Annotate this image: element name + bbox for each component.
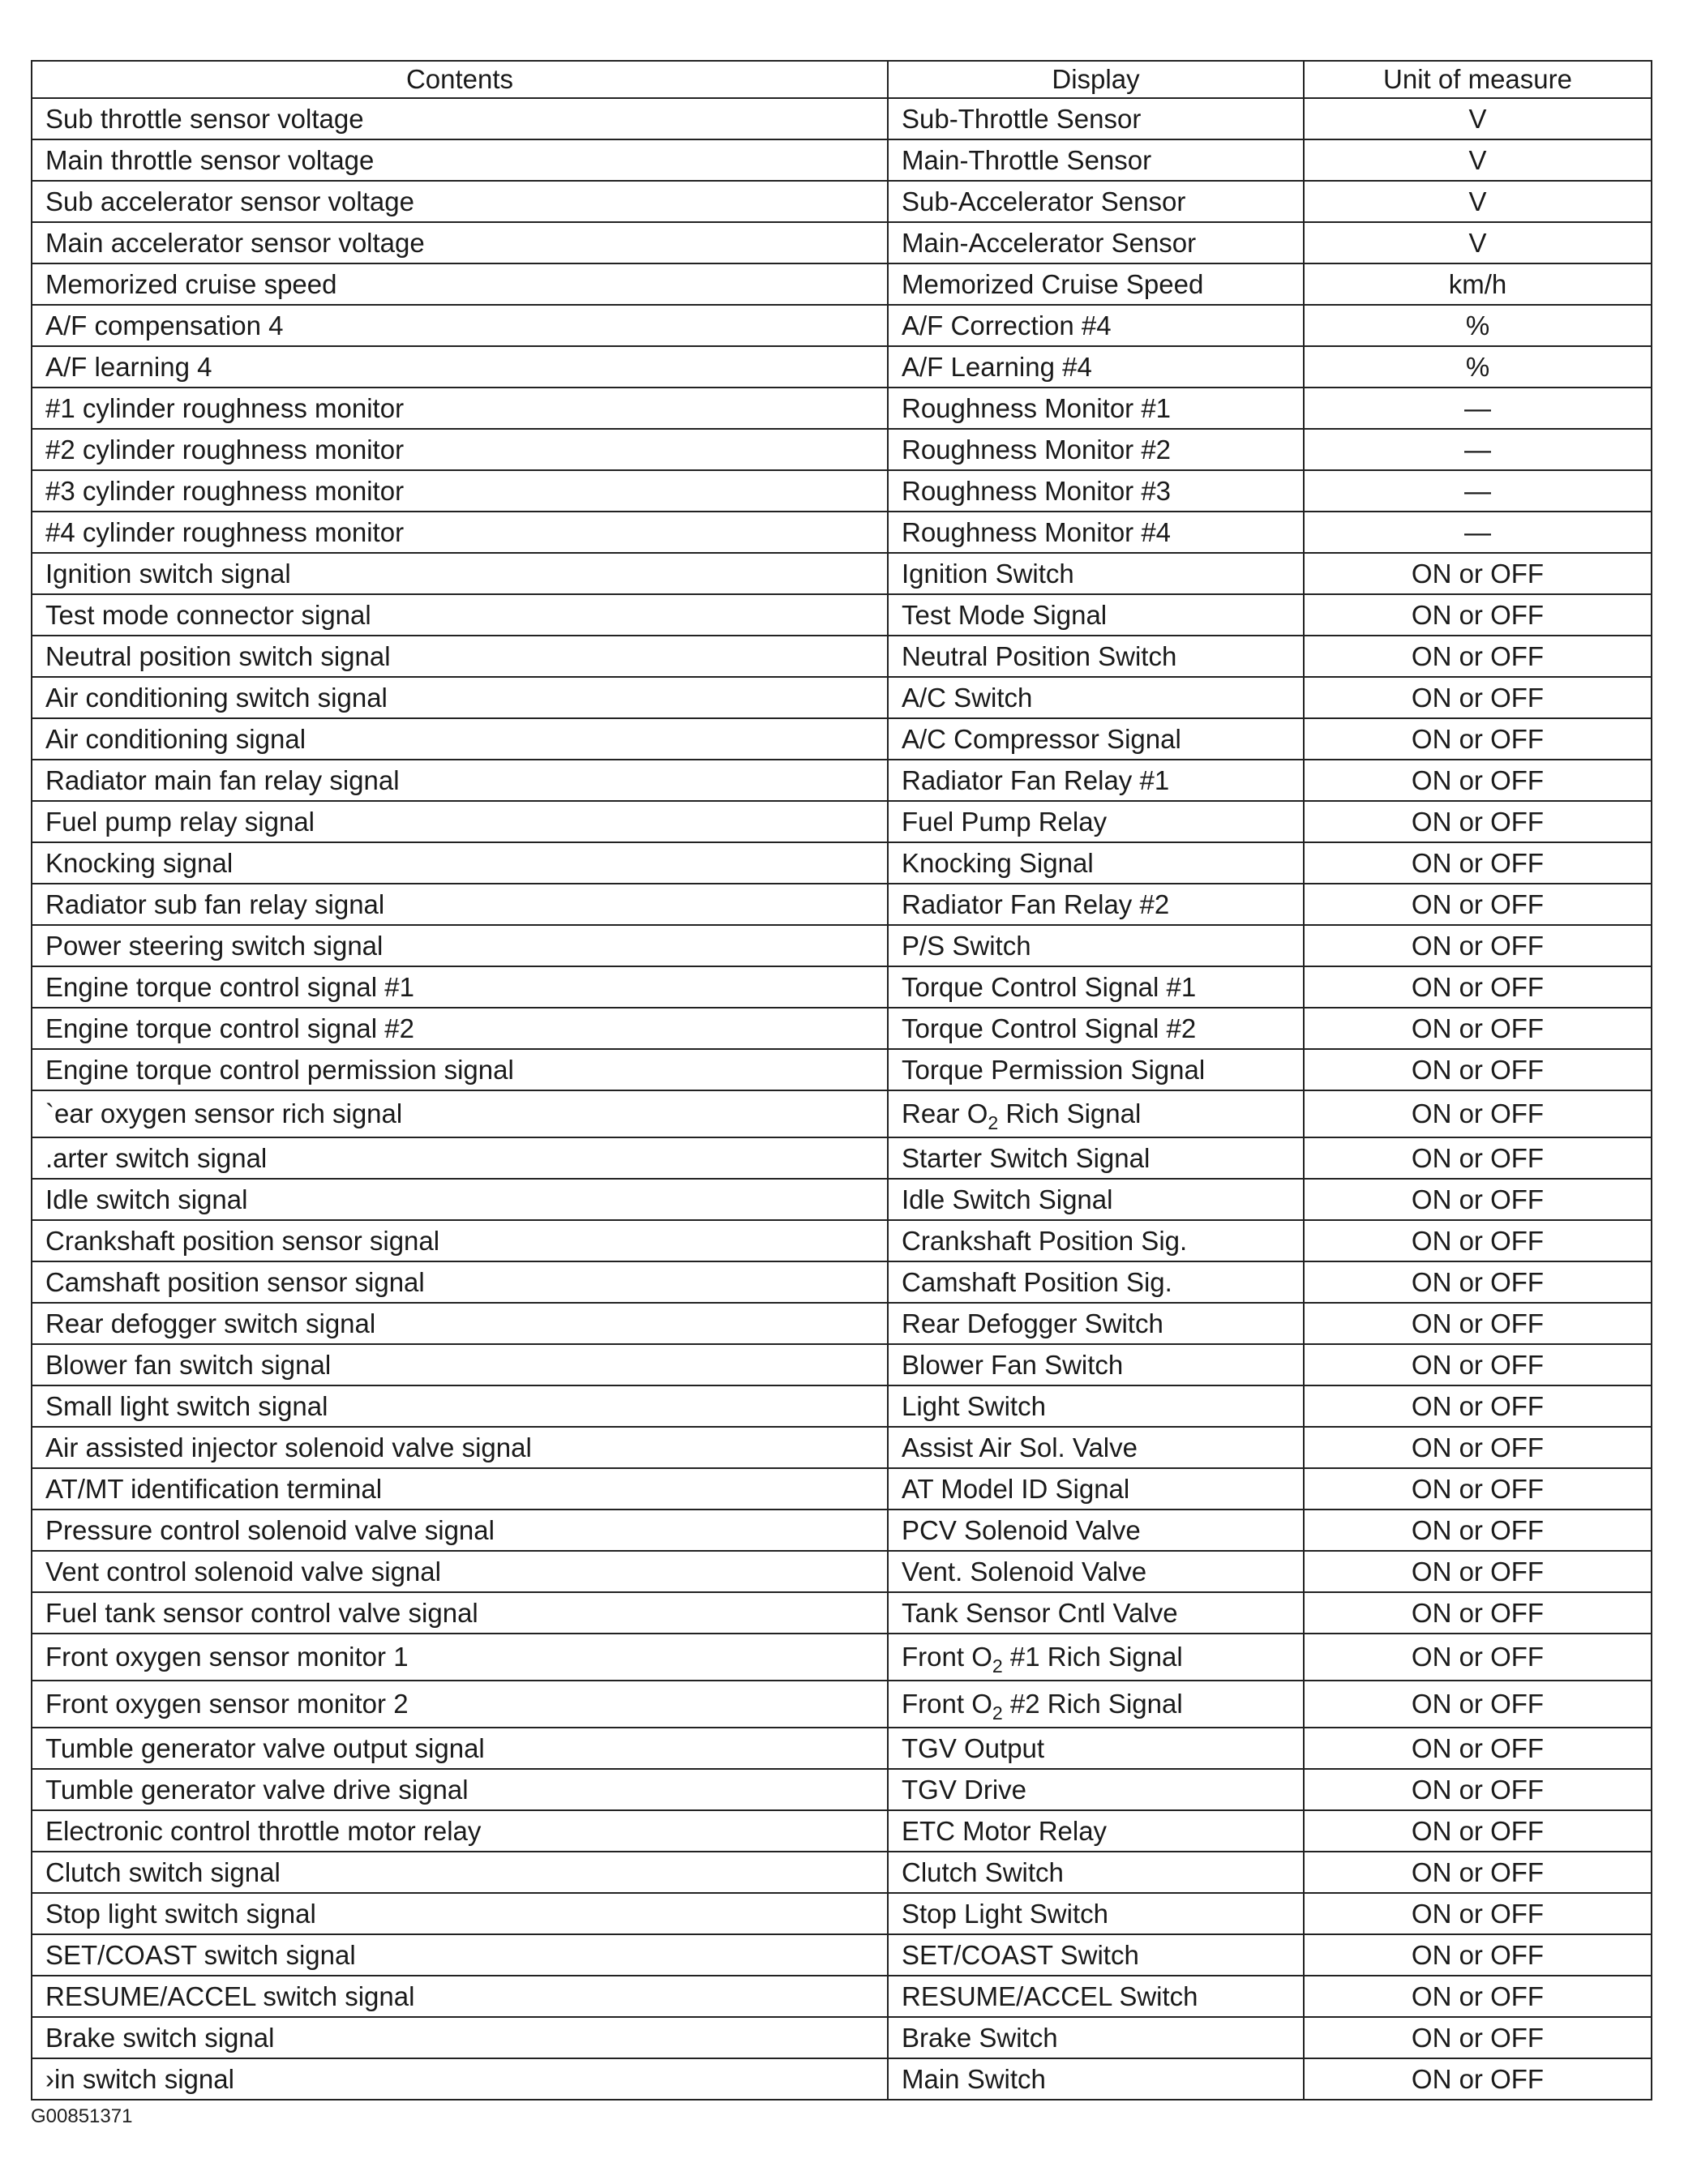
cell-contents: Front oxygen sensor monitor 2	[32, 1681, 888, 1728]
cell-display: Rear Defogger Switch	[888, 1303, 1304, 1344]
table-row	[32, 1852, 1652, 1893]
cell-contents: AT/MT identification terminal	[32, 1468, 888, 1510]
cell-contents: ›in switch signal	[32, 2058, 888, 2100]
cell-contents: A/F compensation 4	[32, 305, 888, 346]
display-subscript: 2	[992, 1655, 1003, 1677]
cell-unit: ON or OFF	[1304, 677, 1652, 718]
cell-display: Blower Fan Switch	[888, 1344, 1304, 1385]
cell-contents: Tumble generator valve output signal	[32, 1728, 888, 1769]
cell-unit: ON or OFF	[1304, 760, 1652, 801]
cell-contents: Idle switch signal	[32, 1179, 888, 1220]
cell-contents: Power steering switch signal	[32, 925, 888, 966]
cell-unit: ON or OFF	[1304, 1090, 1652, 1137]
cell-display	[888, 1681, 1304, 1728]
cell-contents: `ear oxygen sensor rich signal	[32, 1090, 888, 1137]
cell-unit: ON or OFF	[1304, 1852, 1652, 1893]
cell-contents: Memorized cruise speed	[32, 263, 888, 305]
cell-display: Radiator Fan Relay #2	[888, 884, 1304, 925]
cell-contents: Blower fan switch signal	[32, 1344, 888, 1385]
table-row	[32, 1137, 1652, 1179]
cell-unit: V	[1304, 181, 1652, 222]
cell-contents: Fuel tank sensor control valve signal	[32, 1592, 888, 1634]
cell-unit: ON or OFF	[1304, 718, 1652, 760]
cell-display: P/S Switch	[888, 925, 1304, 966]
table-row	[32, 263, 1652, 305]
table-row	[32, 1934, 1652, 1976]
cell-unit: ON or OFF	[1304, 1468, 1652, 1510]
cell-display: Fuel Pump Relay	[888, 801, 1304, 842]
table-row	[32, 1551, 1652, 1592]
table-row	[32, 388, 1652, 429]
cell-contents: Test mode connector signal	[32, 594, 888, 636]
table-row	[32, 1634, 1652, 1681]
cell-display: SET/COAST Switch	[888, 1934, 1304, 1976]
cell-contents: Stop light switch signal	[32, 1893, 888, 1934]
cell-unit: V	[1304, 222, 1652, 263]
cell-display: Roughness Monitor #3	[888, 470, 1304, 512]
cell-unit: ON or OFF	[1304, 1592, 1652, 1634]
cell-display: Radiator Fan Relay #1	[888, 760, 1304, 801]
header-display: Display	[888, 61, 1304, 98]
cell-contents: Radiator main fan relay signal	[32, 760, 888, 801]
table-row	[32, 1179, 1652, 1220]
cell-unit: ON or OFF	[1304, 1344, 1652, 1385]
cell-display: Neutral Position Switch	[888, 636, 1304, 677]
table-row	[32, 1303, 1652, 1344]
table-row	[32, 1510, 1652, 1551]
cell-contents: Air conditioning switch signal	[32, 677, 888, 718]
table-row	[32, 305, 1652, 346]
cell-unit: ON or OFF	[1304, 1510, 1652, 1551]
table-row	[32, 1810, 1652, 1852]
cell-display: Torque Control Signal #2	[888, 1008, 1304, 1049]
cell-unit: ON or OFF	[1304, 1893, 1652, 1934]
cell-contents: Camshaft position sensor signal	[32, 1261, 888, 1303]
cell-contents: Rear defogger switch signal	[32, 1303, 888, 1344]
cell-display: A/C Compressor Signal	[888, 718, 1304, 760]
cell-display: Main-Throttle Sensor	[888, 139, 1304, 181]
cell-display: Test Mode Signal	[888, 594, 1304, 636]
cell-unit: ON or OFF	[1304, 1137, 1652, 1179]
cell-unit: —	[1304, 470, 1652, 512]
table-row	[32, 1592, 1652, 1634]
cell-unit: ON or OFF	[1304, 1810, 1652, 1852]
table-row	[32, 1261, 1652, 1303]
table-row	[32, 139, 1652, 181]
table-row	[32, 1344, 1652, 1385]
cell-display: Idle Switch Signal	[888, 1179, 1304, 1220]
cell-display: RESUME/ACCEL Switch	[888, 1976, 1304, 2017]
cell-unit: ON or OFF	[1304, 925, 1652, 966]
cell-unit: ON or OFF	[1304, 842, 1652, 884]
cell-unit: V	[1304, 98, 1652, 139]
cell-display: A/F Correction #4	[888, 305, 1304, 346]
table-row	[32, 1385, 1652, 1427]
cell-unit: %	[1304, 305, 1652, 346]
table-body	[32, 98, 1652, 2100]
table-row	[32, 966, 1652, 1008]
cell-unit: ON or OFF	[1304, 1634, 1652, 1681]
cell-unit: V	[1304, 139, 1652, 181]
cell-contents: Main throttle sensor voltage	[32, 139, 888, 181]
cell-unit: —	[1304, 512, 1652, 553]
cell-display: Torque Permission Signal	[888, 1049, 1304, 1090]
cell-unit: ON or OFF	[1304, 2058, 1652, 2100]
cell-contents: Engine torque control signal #1	[32, 966, 888, 1008]
table-row	[32, 181, 1652, 222]
cell-contents: Ignition switch signal	[32, 553, 888, 594]
header-contents: Contents	[32, 61, 888, 98]
table-row	[32, 594, 1652, 636]
cell-contents: Main accelerator sensor voltage	[32, 222, 888, 263]
cell-contents: Knocking signal	[32, 842, 888, 884]
display-text: #2 Rich Signal	[1002, 1689, 1183, 1719]
cell-display: Main Switch	[888, 2058, 1304, 2100]
cell-contents: RESUME/ACCEL switch signal	[32, 1976, 888, 2017]
cell-unit: %	[1304, 346, 1652, 388]
cell-display	[888, 1634, 1304, 1681]
display-subscript: 2	[988, 1112, 999, 1134]
display-subscript: 2	[992, 1702, 1003, 1724]
cell-unit: ON or OFF	[1304, 1769, 1652, 1810]
table-row	[32, 1681, 1652, 1728]
table-row	[32, 1728, 1652, 1769]
table-row	[32, 801, 1652, 842]
cell-unit: ON or OFF	[1304, 2017, 1652, 2058]
cell-contents: #1 cylinder roughness monitor	[32, 388, 888, 429]
cell-display: Brake Switch	[888, 2017, 1304, 2058]
cell-unit: ON or OFF	[1304, 1551, 1652, 1592]
cell-contents: Tumble generator valve drive signal	[32, 1769, 888, 1810]
cell-display: Clutch Switch	[888, 1852, 1304, 1893]
cell-display: Torque Control Signal #1	[888, 966, 1304, 1008]
cell-display: TGV Drive	[888, 1769, 1304, 1810]
cell-unit: ON or OFF	[1304, 1303, 1652, 1344]
table-row	[32, 1427, 1652, 1468]
cell-display: Sub-Accelerator Sensor	[888, 181, 1304, 222]
cell-contents: Radiator sub fan relay signal	[32, 884, 888, 925]
table-row	[32, 553, 1652, 594]
table-row	[32, 925, 1652, 966]
cell-display: Light Switch	[888, 1385, 1304, 1427]
cell-unit: ON or OFF	[1304, 966, 1652, 1008]
cell-contents: Small light switch signal	[32, 1385, 888, 1427]
cell-contents: .arter switch signal	[32, 1137, 888, 1179]
cell-unit: ON or OFF	[1304, 801, 1652, 842]
cell-display: Crankshaft Position Sig.	[888, 1220, 1304, 1261]
cell-display: Memorized Cruise Speed	[888, 263, 1304, 305]
cell-contents: #2 cylinder roughness monitor	[32, 429, 888, 470]
cell-contents: SET/COAST switch signal	[32, 1934, 888, 1976]
table-row	[32, 1220, 1652, 1261]
cell-unit: ON or OFF	[1304, 636, 1652, 677]
table-row	[32, 677, 1652, 718]
cell-unit: ON or OFF	[1304, 553, 1652, 594]
cell-unit: ON or OFF	[1304, 1681, 1652, 1728]
table-row	[32, 718, 1652, 760]
cell-contents: Front oxygen sensor monitor 1	[32, 1634, 888, 1681]
table-row	[32, 636, 1652, 677]
table-row	[32, 346, 1652, 388]
data-table	[31, 60, 1652, 2100]
cell-contents: Air assisted injector solenoid valve signal	[32, 1427, 888, 1468]
cell-display: TGV Output	[888, 1728, 1304, 1769]
figure-id: G00851371	[31, 2105, 133, 2127]
table-row	[32, 1090, 1652, 1137]
table-row	[32, 1893, 1652, 1934]
cell-display: AT Model ID Signal	[888, 1468, 1304, 1510]
table-row	[32, 1008, 1652, 1049]
header-unit: Unit of measure	[1304, 61, 1652, 98]
cell-unit: ON or OFF	[1304, 884, 1652, 925]
cell-display: PCV Solenoid Valve	[888, 1510, 1304, 1551]
table-row	[32, 760, 1652, 801]
cell-contents: Engine torque control permission signal	[32, 1049, 888, 1090]
cell-unit: ON or OFF	[1304, 594, 1652, 636]
cell-contents: Sub throttle sensor voltage	[32, 98, 888, 139]
cell-unit: km/h	[1304, 263, 1652, 305]
cell-display: Starter Switch Signal	[888, 1137, 1304, 1179]
cell-display: Camshaft Position Sig.	[888, 1261, 1304, 1303]
cell-contents: Air conditioning signal	[32, 718, 888, 760]
table-row	[32, 842, 1652, 884]
cell-display: Stop Light Switch	[888, 1893, 1304, 1934]
cell-contents: #4 cylinder roughness monitor	[32, 512, 888, 553]
table-row	[32, 512, 1652, 553]
display-text: Front O	[902, 1642, 992, 1672]
display-text: Front O	[902, 1689, 992, 1719]
cell-contents: Electronic control throttle motor relay	[32, 1810, 888, 1852]
cell-unit: ON or OFF	[1304, 1049, 1652, 1090]
cell-unit: ON or OFF	[1304, 1728, 1652, 1769]
cell-display: Knocking Signal	[888, 842, 1304, 884]
table-row	[32, 1976, 1652, 2017]
cell-display	[888, 1090, 1304, 1137]
cell-contents: Fuel pump relay signal	[32, 801, 888, 842]
cell-contents: Neutral position switch signal	[32, 636, 888, 677]
cell-unit: ON or OFF	[1304, 1427, 1652, 1468]
cell-contents: Crankshaft position sensor signal	[32, 1220, 888, 1261]
cell-unit: ON or OFF	[1304, 1385, 1652, 1427]
table-row	[32, 98, 1652, 139]
cell-contents: Clutch switch signal	[32, 1852, 888, 1893]
cell-display: A/C Switch	[888, 677, 1304, 718]
table-row	[32, 470, 1652, 512]
cell-display: Assist Air Sol. Valve	[888, 1427, 1304, 1468]
cell-display: Tank Sensor Cntl Valve	[888, 1592, 1304, 1634]
cell-display: Roughness Monitor #4	[888, 512, 1304, 553]
cell-display: Sub-Throttle Sensor	[888, 98, 1304, 139]
cell-contents: A/F learning 4	[32, 346, 888, 388]
cell-display: Ignition Switch	[888, 553, 1304, 594]
cell-contents: Engine torque control signal #2	[32, 1008, 888, 1049]
cell-unit: ON or OFF	[1304, 1008, 1652, 1049]
cell-unit: —	[1304, 429, 1652, 470]
cell-contents: Pressure control solenoid valve signal	[32, 1510, 888, 1551]
table-row	[32, 1049, 1652, 1090]
cell-unit: ON or OFF	[1304, 1179, 1652, 1220]
cell-unit: ON or OFF	[1304, 1976, 1652, 2017]
table-row	[32, 2017, 1652, 2058]
table-row	[32, 429, 1652, 470]
cell-display: ETC Motor Relay	[888, 1810, 1304, 1852]
table-row	[32, 222, 1652, 263]
cell-contents: Vent control solenoid valve signal	[32, 1551, 888, 1592]
cell-unit: ON or OFF	[1304, 1934, 1652, 1976]
display-text: #1 Rich Signal	[1002, 1642, 1183, 1672]
cell-contents: Brake switch signal	[32, 2017, 888, 2058]
cell-display: Main-Accelerator Sensor	[888, 222, 1304, 263]
cell-unit: ON or OFF	[1304, 1261, 1652, 1303]
cell-contents: #3 cylinder roughness monitor	[32, 470, 888, 512]
table-row	[32, 884, 1652, 925]
cell-display: Roughness Monitor #2	[888, 429, 1304, 470]
cell-display: Roughness Monitor #1	[888, 388, 1304, 429]
table-row	[32, 1769, 1652, 1810]
cell-display: Vent. Solenoid Valve	[888, 1551, 1304, 1592]
table-row	[32, 2058, 1652, 2100]
header-row	[32, 61, 1652, 98]
table-row	[32, 1468, 1652, 1510]
cell-unit: ON or OFF	[1304, 1220, 1652, 1261]
cell-unit: —	[1304, 388, 1652, 429]
display-text: Rear O	[902, 1098, 988, 1128]
display-text: Rich Signal	[998, 1098, 1142, 1128]
cell-display: A/F Learning #4	[888, 346, 1304, 388]
cell-contents: Sub accelerator sensor voltage	[32, 181, 888, 222]
